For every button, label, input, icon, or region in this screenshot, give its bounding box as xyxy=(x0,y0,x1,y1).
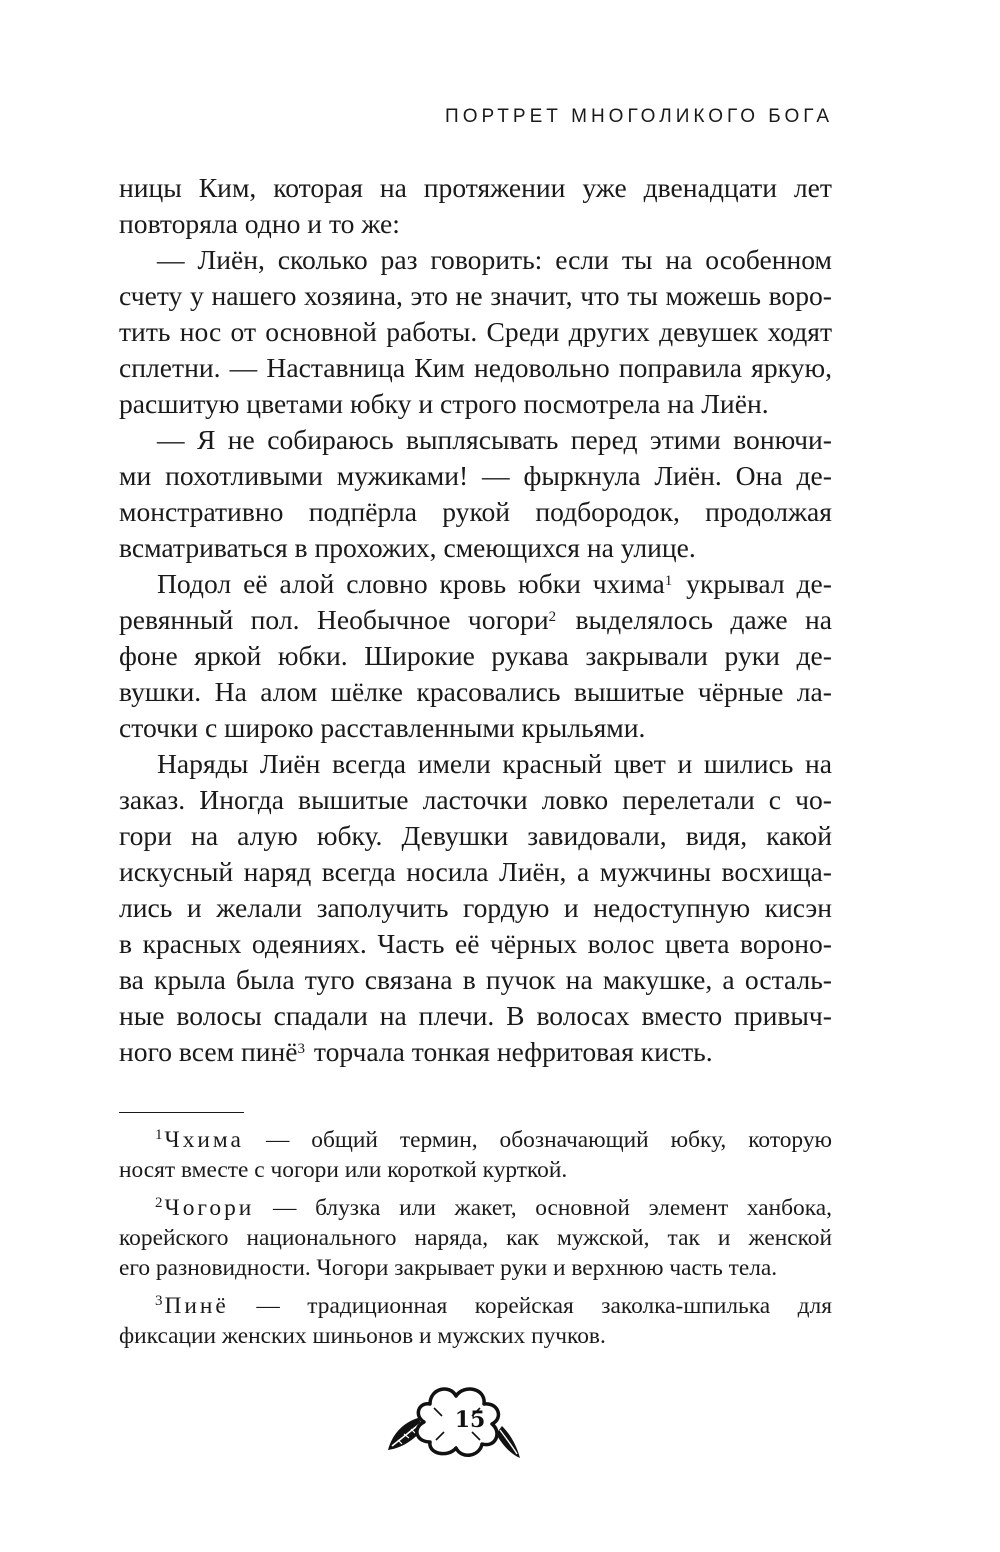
text-line: счету у нашего хозяина, это не значит, что ты можешь воро- xyxy=(119,280,832,311)
footnote-line: носят вместе с чогори или короткой курткой. xyxy=(119,1157,568,1183)
text-line: повторяла одно и то же: xyxy=(119,208,400,239)
text-line: заказ. Иногда вышитые ласточки ловко перелетали с чо- xyxy=(119,784,832,815)
footnote-divider xyxy=(119,1112,244,1113)
footnote-ref: 1 xyxy=(664,573,673,589)
text-line: фоне яркой юбки. Широкие рукава закрывали руки де- xyxy=(119,640,832,671)
footnote-ref: 2 xyxy=(548,609,557,625)
footnote-line: фиксации женских шиньонов и мужских пучков. xyxy=(119,1323,606,1349)
footnote-text: — общий термин, обозначающий юбку, которую xyxy=(265,1127,832,1153)
text-line: гори на алую юбку. Девушки завидовали, видя, какой xyxy=(119,820,832,851)
text-line: искусный наряд всегда носила Лиён, а мужчины восхища- xyxy=(119,856,832,887)
footnote-ref: 3 xyxy=(297,1041,305,1057)
footnote-line xyxy=(119,1125,832,1155)
footnote-term: Пинё xyxy=(164,1293,229,1319)
text-line: ми похотливыми мужиками! — фыркнула Лиён. Она де- xyxy=(119,460,832,491)
text-segment: торчала тонкая нефритовая кисть. xyxy=(313,1036,713,1067)
text-segment: ревянный пол. Необычное чогори xyxy=(119,604,549,635)
text-line: в красных одеяниях. Часть её чёрных волос цвета вороно- xyxy=(119,928,832,959)
text-line: ные волосы спадали на плечи. В волосах вместо привыч- xyxy=(119,1000,832,1031)
footnote-text: — блузка или жакет, основной элемент ханбока, xyxy=(273,1195,832,1221)
footnote-line: его разновидности. Чогори закрывает руки и верхнюю часть тела. xyxy=(119,1255,778,1281)
text-segment: выделялось даже на xyxy=(575,604,832,635)
text-segment: ного всем пинё xyxy=(119,1036,298,1067)
text-line: тить нос от основной работы. Среди других девушек ходят xyxy=(119,316,832,347)
text-line xyxy=(119,1034,832,1070)
text-line: всматриваться в прохожих, смеющихся на улице. xyxy=(119,532,696,563)
text-line: сплетни. — Наставница Ким недовольно поправила яркую, xyxy=(119,352,832,383)
text-line: — Я не собираюсь выплясывать перед этими вонючи- xyxy=(157,424,832,455)
text-line: Наряды Лиён всегда имели красный цвет и шились на xyxy=(157,748,832,779)
text-line: монстративно подпёрла рукой подбородок, продолжая xyxy=(119,496,832,527)
text-line: ницы Ким, которая на протяжении уже двенадцати лет xyxy=(119,172,832,203)
running-head: ПОРТРЕТ МНОГОЛИКОГО БОГА xyxy=(445,106,833,127)
footnote-text: — традиционная корейская заколка-шпилька для xyxy=(256,1293,832,1319)
footnote-number: 1 xyxy=(155,1127,163,1143)
footnote-number: 2 xyxy=(155,1195,163,1211)
footnote-line xyxy=(119,1291,832,1321)
footnote-term: Чогори xyxy=(164,1195,255,1221)
text-line: лись и желали заполучить гордую и недоступную кисэн xyxy=(119,892,832,923)
text-segment: укрывал де- xyxy=(686,568,832,599)
text-line: вушки. На алом шёлке красовались вышитые чёрные ла- xyxy=(119,676,832,707)
page-number: 15 xyxy=(454,1407,486,1433)
text-line xyxy=(119,566,832,602)
text-line: сточки с широко расставленными крыльями. xyxy=(119,712,646,743)
footnote-line: корейского национального наряда, как мужской, так и женской xyxy=(119,1225,832,1251)
text-line: расшитую цветами юбку и строго посмотрела на Лиён. xyxy=(119,388,769,419)
text-line: — Лиён, сколько раз говорить: если ты на особенном xyxy=(157,244,832,275)
text-line: ва крыла была туго связана в пучок на макушке, а осталь- xyxy=(119,964,832,995)
footnote-term: Чхима xyxy=(164,1127,244,1153)
footnote-line xyxy=(119,1193,832,1223)
text-line xyxy=(119,602,832,638)
text-segment: Подол её алой словно кровь юбки чхима xyxy=(157,568,665,599)
footnote-number: 3 xyxy=(155,1293,163,1309)
